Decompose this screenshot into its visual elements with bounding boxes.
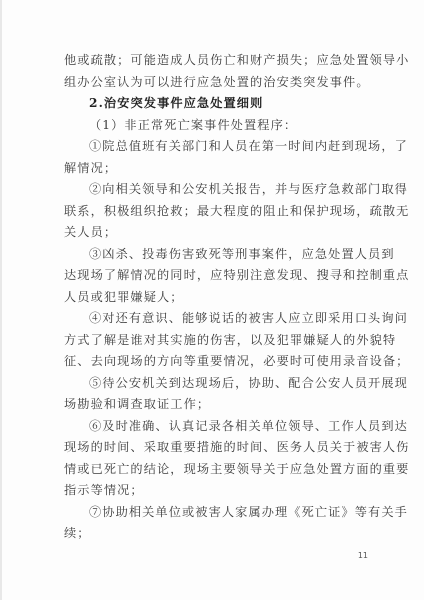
- text-line: 场勘验和调查取证工作；: [64, 397, 211, 411]
- text-line: 达现场了解情况的同时，应特别注意发现、搜寻和控制重点: [64, 268, 410, 282]
- text-line: ⑦协助相关单位或被害人家属办理《死亡证》等有关手: [89, 504, 408, 519]
- page-edge: [0, 0, 2, 600]
- text-line: 联系，积极组织抢救；最大程度的阻止和保护现场，疏散无: [64, 203, 410, 218]
- text-line: 组办公室认为可以进行应急处置的治安类突发事件。: [64, 74, 370, 89]
- text-line: 征、去向现场的方向等重要情况，必要时可使用录音设备；: [64, 354, 410, 368]
- section-heading: 2.治安突发事件应急处置细则: [89, 96, 264, 110]
- text-line: ②向相关领导和公安机关报告，并与医疗急救部门取得: [89, 182, 408, 196]
- text-line: ④对还有意识、能够说话的被害人应立即采用口头询问: [89, 311, 408, 325]
- text-line: 关人员；: [64, 225, 118, 239]
- text-line: 现场的时间、采取重要措施的时间、医务人员关于被害人伤: [64, 440, 410, 454]
- text-line: 他或疏散；可能造成人员伤亡和财产损失；应急处置领导小: [64, 53, 410, 67]
- text-line: ⑥及时准确、认真记录各相关单位领导、工作人员到达: [89, 418, 408, 433]
- text-line: （1）非正常死亡案事件处置程序：: [89, 117, 298, 132]
- text-line: 人员或犯罪嫌疑人；: [64, 289, 184, 304]
- document-body: [64, 50, 410, 545]
- text-line: 解情况；: [64, 160, 118, 175]
- text-line: ⑤待公安机关到达现场后，协助、配合公安人员开展现: [89, 375, 408, 390]
- text-line: ①院总值班有关部门和人员在第一时间内赶到现场，了: [89, 139, 408, 153]
- text-line: 指示等情况；: [64, 483, 144, 497]
- text-line: ③凶杀、投毒伤害致死等刑事案件，应急处置人员到: [89, 246, 395, 261]
- text-line: 续；: [64, 526, 91, 540]
- text-line: 方式了解是谁对其实施的伤害，以及犯罪嫌疑人的外貌特: [64, 332, 397, 347]
- page-number: 11: [357, 551, 368, 560]
- text-line: 情或已死亡的结论，现场主要领导关于应急处置方面的重要: [64, 461, 410, 476]
